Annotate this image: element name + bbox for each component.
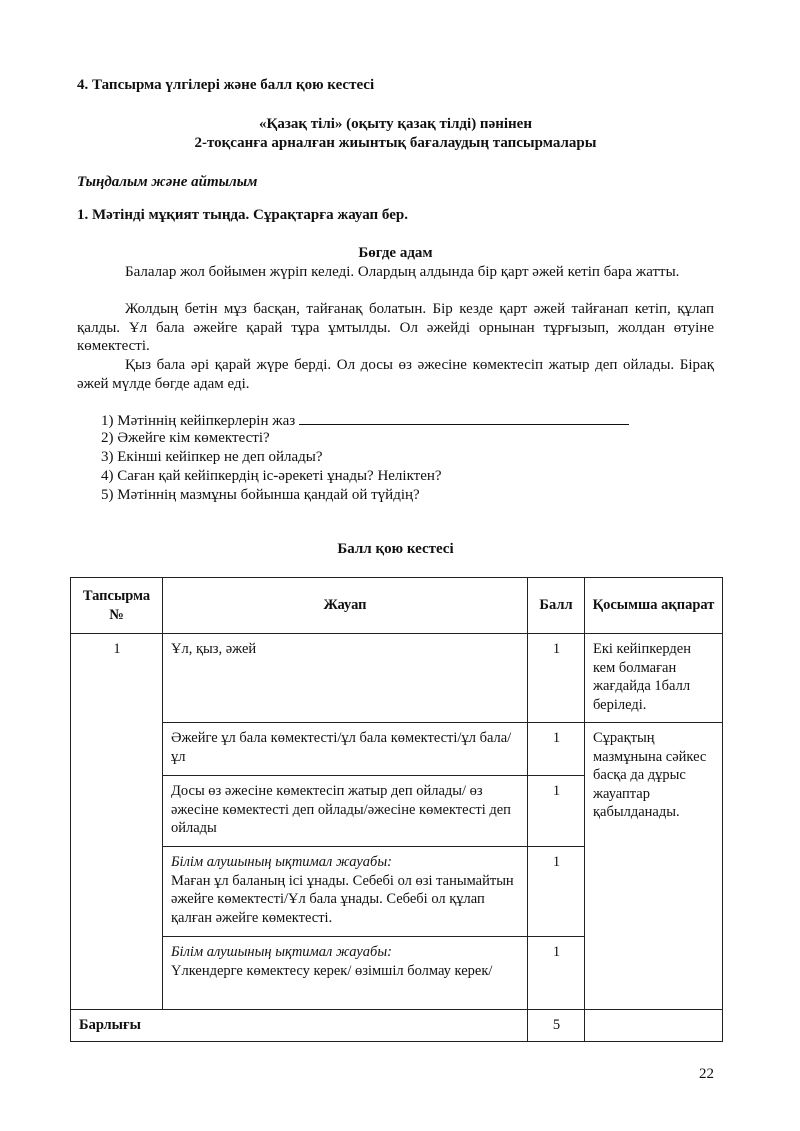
total-row — [71, 1010, 723, 1042]
table-title: Балл қою кестесі — [337, 541, 454, 557]
subsection-heading: Тыңдалым және айтылым — [77, 174, 258, 190]
score-cell: 1 — [528, 847, 585, 937]
table-row — [71, 634, 723, 723]
answer-text: Үлкендерге көмектесу керек/ өзімшіл болмау керек/ — [171, 962, 493, 979]
score-cell: 1 — [528, 723, 585, 776]
paragraph-2: Жолдың бетін мұз басқан, тайғанақ болатын. Бір кезде қарт әжей тайғанап кетіп, құлап қалды. Ұл бала әжейге қарай тұра ұмтылды. Ол әжейді орнынан тұрғызып, жолдан өтуіне көмектесті. — [77, 301, 714, 354]
answer-cell: Әжейге ұл бала көмектесті/ұл бала көмектесті/ұл бала/ұл — [163, 723, 528, 776]
note-cell: Сұрақтың мазмұнына сәйкес басқа да дұрыс жауаптар қабылданады. — [585, 723, 723, 1010]
question-3: 3) Екінші кейіпкер не деп ойлады? — [101, 449, 323, 465]
paragraph-1: Балалар жол бойымен жүріп келеді. Олардың алдында бір қарт әжей кетіп бара жатты. — [125, 264, 680, 280]
paragraph-3: Қыз бала әрі қарай жүре берді. Ол досы өз әжесіне көмектесіп жатыр деп ойлады. Бірақ әжей мүлде бөгде адам еді. — [77, 357, 714, 392]
question-1-text: 1) Мәтіннің кейіпкерлерін жаз — [101, 413, 296, 429]
page-number: 22 — [699, 1066, 714, 1082]
total-score: 5 — [528, 1010, 585, 1042]
question-5: 5) Мәтіннің мазмұны бойынша қандай ой түйдің? — [101, 487, 420, 503]
question-1 — [101, 410, 629, 431]
task-instruction: 1. Мәтінді мұқият тыңда. Сұрақтарға жауап бер. — [77, 207, 408, 223]
section-heading: 4. Тапсырма үлгілері және балл қою кестесі — [77, 77, 375, 93]
title-line-1: «Қазақ тілі» (оқыту қазақ тілді) пәнінен — [258, 116, 532, 132]
answer-line[interactable] — [299, 410, 629, 425]
question-4: 4) Саған қай кейіпкердің іс-әрекеті ұнады? Неліктен? — [101, 468, 442, 484]
answer-cell — [163, 847, 528, 937]
table-header-row — [71, 578, 723, 634]
total-label: Барлығы — [71, 1010, 528, 1042]
header-answer: Жауап — [163, 578, 528, 634]
score-table — [70, 577, 723, 1042]
answer-prefix: Білім алушының ықтимал жауабы: — [171, 944, 392, 960]
header-additional-info: Қосымша ақпарат — [585, 578, 723, 634]
table-row — [71, 723, 723, 776]
answer-text: Маған ұл баланың ісі ұнады. Себебі ол өзі танымайтын әжейге көмектесті/Ұл бала ұнады. Себебі ол құлап қалған әжейге көмектесті. — [171, 872, 514, 926]
header-task-number: Тапсырма № — [71, 578, 163, 634]
text-title: Бөгде адам — [358, 245, 433, 261]
question-2: 2) Әжейге кім көмектесті? — [101, 430, 270, 446]
title-line-2: 2-тоқсанға арналған жиынтық бағалаудың тапсырмалары — [194, 135, 597, 151]
note-cell: Екі кейіпкерден кем болмаған жағдайда 1балл беріледі. — [585, 634, 723, 723]
score-cell: 1 — [528, 634, 585, 723]
answer-cell — [163, 937, 528, 1010]
header-score: Балл — [528, 578, 585, 634]
score-cell: 1 — [528, 937, 585, 1010]
task-number-cell: 1 — [71, 634, 163, 1010]
answer-prefix: Білім алушының ықтимал жауабы: — [171, 854, 392, 870]
score-cell: 1 — [528, 776, 585, 847]
empty-cell — [585, 1010, 723, 1042]
answer-cell: Ұл, қыз, әжей — [163, 634, 528, 723]
answer-cell: Досы өз әжесіне көмектесіп жатыр деп ойлады/ өз әжесіне көмектесті деп ойлады/әжесіне көмектесті деп ойлады — [163, 776, 528, 847]
